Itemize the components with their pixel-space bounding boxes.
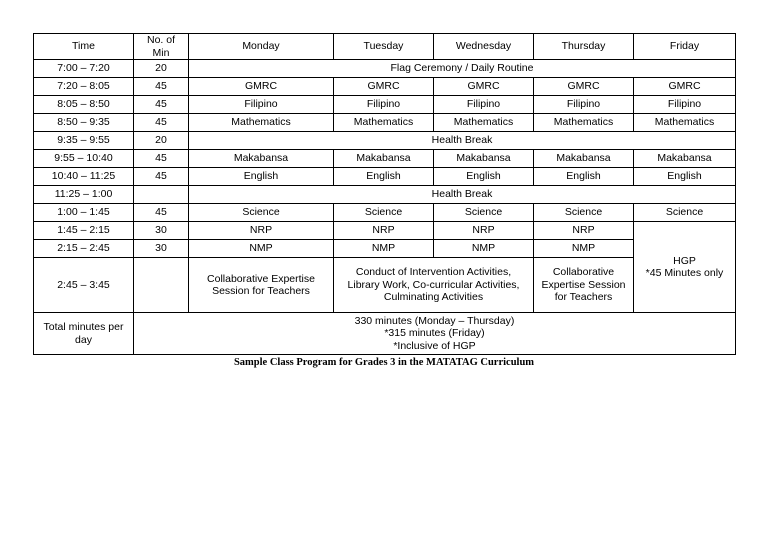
subject-cell: Filipino: [634, 96, 736, 114]
time-cell: 8:05 – 8:50: [34, 96, 134, 114]
friday-hgp-cell: HGP *45 Minutes only: [634, 222, 736, 313]
subject-cell: English: [334, 168, 434, 186]
minutes-cell: 45: [134, 114, 189, 132]
activity-cell: Flag Ceremony / Daily Routine: [189, 60, 736, 78]
monday-ces-cell: Collaborative Expertise Session for Teachers: [189, 258, 334, 313]
minutes-cell: 45: [134, 204, 189, 222]
activity-cell: Health Break: [189, 132, 736, 150]
friday-header: Friday: [634, 34, 736, 60]
table-row: [34, 222, 736, 240]
thursday-ces-cell: Collaborative Expertise Session for Teachers: [534, 258, 634, 313]
subject-cell: Makabansa: [189, 150, 334, 168]
intervention-activities-cell: Conduct of Intervention Activities, Library Work, Co-curricular Activities, Culminating Activities: [334, 258, 534, 313]
subject-cell: Makabansa: [434, 150, 534, 168]
subject-cell: NMP: [534, 240, 634, 258]
subject-cell: NRP: [534, 222, 634, 240]
subject-cell: English: [189, 168, 334, 186]
subject-cell: GMRC: [534, 78, 634, 96]
subject-cell: Science: [534, 204, 634, 222]
table-row: [34, 150, 736, 168]
total-label: Total minutes per day: [34, 313, 134, 355]
table-row: [34, 240, 736, 258]
minutes-cell: [134, 258, 189, 313]
subject-cell: Mathematics: [189, 114, 334, 132]
minutes-cell: 30: [134, 222, 189, 240]
table-caption: Sample Class Program for Grades 3 in the MATATAG Curriculum: [233, 357, 535, 368]
subject-cell: Makabansa: [334, 150, 434, 168]
subject-cell: Filipino: [434, 96, 534, 114]
subject-cell: Mathematics: [334, 114, 434, 132]
subject-cell: English: [534, 168, 634, 186]
thursday-header: Thursday: [534, 34, 634, 60]
time-cell: 7:20 – 8:05: [34, 78, 134, 96]
subject-cell: Mathematics: [434, 114, 534, 132]
minutes-cell: [134, 186, 189, 204]
subject-cell: English: [634, 168, 736, 186]
total-row: [34, 313, 736, 355]
class-program-table: [33, 33, 736, 355]
subject-cell: Science: [189, 204, 334, 222]
total-value: 330 minutes (Monday – Thursday) *315 minutes (Friday) *Inclusive of HGP: [134, 313, 736, 355]
subject-cell: English: [434, 168, 534, 186]
time-cell: 9:55 – 10:40: [34, 150, 134, 168]
header-row: [34, 34, 736, 60]
minutes-cell: 45: [134, 150, 189, 168]
subject-cell: Science: [634, 204, 736, 222]
time-cell: 8:50 – 9:35: [34, 114, 134, 132]
subject-cell: Mathematics: [534, 114, 634, 132]
subject-cell: NRP: [434, 222, 534, 240]
time-cell: 2:15 – 2:45: [34, 240, 134, 258]
subject-cell: Filipino: [534, 96, 634, 114]
minutes-cell: 20: [134, 132, 189, 150]
subject-cell: Mathematics: [634, 114, 736, 132]
time-cell: 1:00 – 1:45: [34, 204, 134, 222]
subject-cell: NMP: [189, 240, 334, 258]
subject-cell: NMP: [334, 240, 434, 258]
subject-cell: NMP: [434, 240, 534, 258]
table-row: [34, 168, 736, 186]
subject-cell: GMRC: [189, 78, 334, 96]
time-cell: 7:00 – 7:20: [34, 60, 134, 78]
subject-cell: Filipino: [334, 96, 434, 114]
subject-cell: NRP: [334, 222, 434, 240]
table-row: [34, 78, 736, 96]
table-row: [34, 204, 736, 222]
subject-cell: GMRC: [334, 78, 434, 96]
minutes-cell: 30: [134, 240, 189, 258]
table-row: [34, 132, 736, 150]
wednesday-header: Wednesday: [434, 34, 534, 60]
activity-cell: Health Break: [189, 186, 736, 204]
table-row: [34, 60, 736, 78]
minutes-header: No. of Min: [134, 34, 189, 60]
subject-cell: NRP: [189, 222, 334, 240]
tuesday-header: Tuesday: [334, 34, 434, 60]
subject-cell: GMRC: [434, 78, 534, 96]
time-cell: 2:45 – 3:45: [34, 258, 134, 313]
subject-cell: Makabansa: [534, 150, 634, 168]
time-cell: 11:25 – 1:00: [34, 186, 134, 204]
time-header: Time: [34, 34, 134, 60]
minutes-cell: 45: [134, 168, 189, 186]
minutes-cell: 45: [134, 78, 189, 96]
time-cell: 10:40 – 11:25: [34, 168, 134, 186]
monday-header: Monday: [189, 34, 334, 60]
subject-cell: Science: [434, 204, 534, 222]
subject-cell: GMRC: [634, 78, 736, 96]
minutes-cell: 45: [134, 96, 189, 114]
table-row: [34, 96, 736, 114]
subject-cell: Science: [334, 204, 434, 222]
minutes-cell: 20: [134, 60, 189, 78]
table-row: [34, 258, 736, 313]
table-row: [34, 186, 736, 204]
time-cell: 1:45 – 2:15: [34, 222, 134, 240]
subject-cell: Filipino: [189, 96, 334, 114]
subject-cell: Makabansa: [634, 150, 736, 168]
table-row: [34, 114, 736, 132]
time-cell: 9:35 – 9:55: [34, 132, 134, 150]
